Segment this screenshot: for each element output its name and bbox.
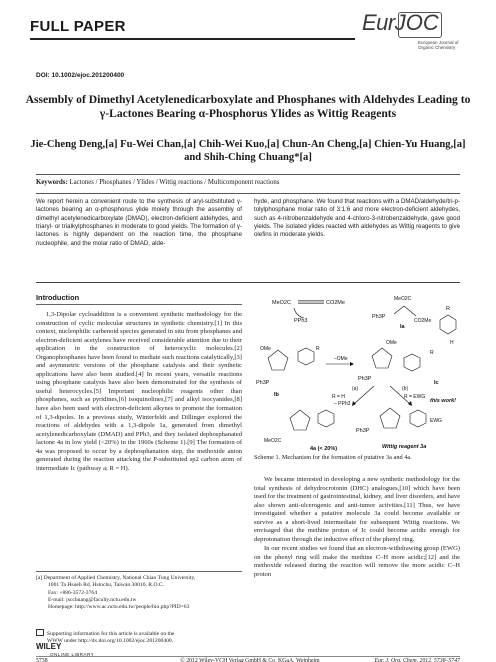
ib-label: Ib [274, 392, 279, 398]
wiley-sub: ONLINE LIBRARY [50, 652, 95, 657]
footnote-rule [36, 571, 242, 572]
article-title: Assembly of Dimethyl Acetylenedicarboxylate and Phosphanes with Aldehydes Leading to γ-Lactones Bearing α-Phosphorus Ylides as Wittig Reagents [25, 93, 471, 120]
footnote-line-4[interactable]: E-mail: jscchuang@faculty.nctu.edu.tw [48, 596, 137, 603]
supp-line-1: Supporting information for this article is available on the [47, 631, 175, 637]
path-a: (a) [352, 386, 359, 392]
path-b-cond: R = EWG [404, 394, 426, 400]
logo-eur: Eur [362, 10, 395, 35]
ic-ome: OMe [386, 340, 397, 346]
abstract-rule [36, 282, 460, 283]
right-column-text [254, 476, 460, 581]
ib-ome: OMe [260, 346, 271, 352]
introduction-heading: Introduction [36, 293, 80, 302]
path-a-loss: – PPh3 [334, 401, 351, 407]
scheme-caption-label: Scheme 1. [254, 454, 281, 461]
ia-ester-2: CO2Me [414, 318, 432, 324]
aldehyde-h: H [450, 340, 454, 346]
ic-ph3p: Ph3P [358, 376, 372, 382]
doi[interactable]: DOI: 10.1002/ejoc.201200400 [36, 72, 125, 79]
path-b: (b) [402, 386, 409, 392]
footer-rule [36, 656, 460, 657]
ia-ph3p: Ph3P [372, 314, 386, 320]
dmad-right: CO2Me [326, 300, 345, 306]
logo-subtitle: European Journal of Organic Chemistry [418, 40, 459, 50]
paragraph-1: We became interested in developing a new synthetic methodology for the total synthesis of dehydrocrotonin (DHC) analogues,[10] which have been used for the treatment of gastrointestinal, kidney, and liver disorders, and have also shown anti-ulcerogenic and anti-tumor activities.[11] Thus, we have investigated whether a putative molecule 3a could become available or survive as a short-lived intermediate for subsequent Wittig reactions. We envisaged that the methine proton of Ic could become acidic enough for deprotonation through the inductive effect of the phenyl ring. [254, 476, 460, 543]
product-3a-label: Wittig reagent 3a [382, 444, 427, 450]
dmad-left: MeO2C [272, 300, 291, 306]
footnote-line-5[interactable]: Homepage: http://www.ac.nctu.edu.tw/people/bio.php?PID=63 [48, 604, 190, 611]
footnote-line-2: 1001 Ta Hsueh Rd, Hsinchu, Taiwan 30010, R.O.C. [48, 582, 165, 589]
page-number: 5738 [36, 658, 48, 662]
logo-frame [398, 12, 442, 38]
ib-ph3p: Ph3P [256, 380, 270, 386]
wiley-logo: WILEY [36, 642, 62, 651]
journal-logo [362, 10, 472, 56]
introduction-text: 1,3-Dipolar cycloaddition is a convenient synthetic methodology for the construction of cyclic molecular structures in synthetic chemistry.[1] In this context, nucleophilic carbenoid species generated in situ from phosphanes and electron-deficient acetylenes have received considerable attention due to their application in the construction of heterocyclic molecules.[2] Organophosphanes have been found to mediate such reactions catalytically,[3] and asymmetric versions of the phosphane catalysis and their synthetic applications have also been studied.[4] In recent years, versatile reactions using phosphane catalysis have also been demonstrated for the synthesis of useful heterocycles.[5] Important nucleophilic reagents other than phosphanes, such as pyridines,[6] isoquinolines,[7] and alkyl isocyanides,[8] have also been used with electron-deficient alkynes to promote the formation of 1,3-dipoles. In a previous study, Winterfeldt and Dillinger explored the reactions of aldehydes with a 1,3-dipole 1a, generated from dimethyl acetylenedicarboxylate (DMAD) and PPh3, and they isolated dephosphanated lactone 4a in low yield (<20%) in the 1960s (Scheme 1).[9] The formation of 4a was proposed to occur by a dephosphanation step, the methoxide anion generated during the reaction attacking the P-substituted sp2 carbon atom of intermediate Ic (pathway a; R = H). [36, 311, 242, 472]
keywords-text: Lactones / Phosphanes / Ylides / Wittig reactions / Multicomponent reactions [69, 179, 280, 186]
affiliation-footnote [36, 575, 242, 611]
ic-label: Ic [434, 380, 439, 386]
supporting-info-icon [36, 629, 44, 636]
section-label: FULL PAPER [30, 18, 126, 35]
minus-ome: –OMe [334, 356, 348, 362]
copyright: © 2012 Wiley-VCH Verlag GmbH & Co. KGaA, Weinheim [180, 658, 320, 662]
keywords [36, 179, 460, 186]
scheme-1-figure [254, 292, 464, 452]
3a-ewg: EWG [430, 418, 442, 424]
footnote-line-3: Fax: +886-3572-3764 [48, 589, 97, 596]
header-rule [30, 38, 355, 40]
this-work-label: this work! [430, 398, 456, 404]
scheme-caption-text: Mechanism for the formation of putative 3a and 4a. [281, 454, 412, 461]
footnote-line-1: [a] Department of Applied Chemistry, National Chiao Tung University, [36, 575, 196, 581]
journal-citation: Eur. J. Org. Chem. 2012, 5738–5747 [374, 658, 460, 662]
ia-label: Ia [400, 324, 405, 330]
pph3-reagent: PPh3 [294, 318, 308, 324]
scheme-caption [254, 454, 460, 462]
3a-ph3p: Ph3P [356, 428, 370, 434]
ib-r: R [316, 346, 320, 352]
keywords-rule-top [36, 174, 460, 175]
ia-ester: MeO2C [394, 296, 412, 302]
author-list: Jie-Cheng Deng,[a] Fu-Wei Chan,[a] Chih-Wei Kuo,[a] Chun-An Cheng,[a] Chien-Yu Huang,[a] and Shih-Ching Chuang*[a] [30, 139, 466, 163]
product-4a-label: 4a (< 20%) [310, 446, 338, 452]
aldehyde-r: R [446, 306, 450, 312]
keywords-label: Keywords: [36, 179, 68, 186]
paragraph-2: In our recent studies we found that an electron-withdrawing group (EWG) on the phenyl ring will make the methine C–H more acidic;[12] and the methoxide released during the reaction will remove the more acidic C–H proton [254, 545, 460, 579]
abstract-left: We report herein a convenient route to the synthesis of aryl-substituted γ-lactones bearing an α-phosphorus ylide moiety through the assembly of dimethyl acetylenedicarboxylate (DMAD), electron-deficient aldehydes, and triaryl- or trialkylphosphanes in moderate to good yields. The formation of γ-lactones is highly dependent on the reaction time, the phosphane nucleophile, and the molar ratio of DMAD, alde- [36, 198, 242, 247]
supp-line-2[interactable]: WWW under http://dx.doi.org/10.1002/ejoc.201200400. [47, 638, 174, 645]
path-a-cond: R = H [332, 394, 345, 400]
4a-ester: MeO2C [264, 438, 282, 444]
abstract-right: hyde, and phosphane. We found that reactions with a DMAD/aldehyde/tri-p-tolylphosphane molar ratio of 3:1:6 and more electron-deficient aldehydes, such as 4-nitrobenzaldehyde and 4-chloro-3-nitrobenzaldehyde, gave good yields. The isolated ylides reacted with aldehydes as Wittig reagents to give olefins in moderate yields. [254, 198, 460, 239]
introduction-rule [36, 304, 242, 305]
keywords-rule-bottom [36, 193, 460, 194]
page-header [0, 0, 496, 60]
supporting-info [36, 629, 242, 646]
logo-joc: JOC [394, 10, 439, 35]
ic-r: R [430, 350, 434, 356]
